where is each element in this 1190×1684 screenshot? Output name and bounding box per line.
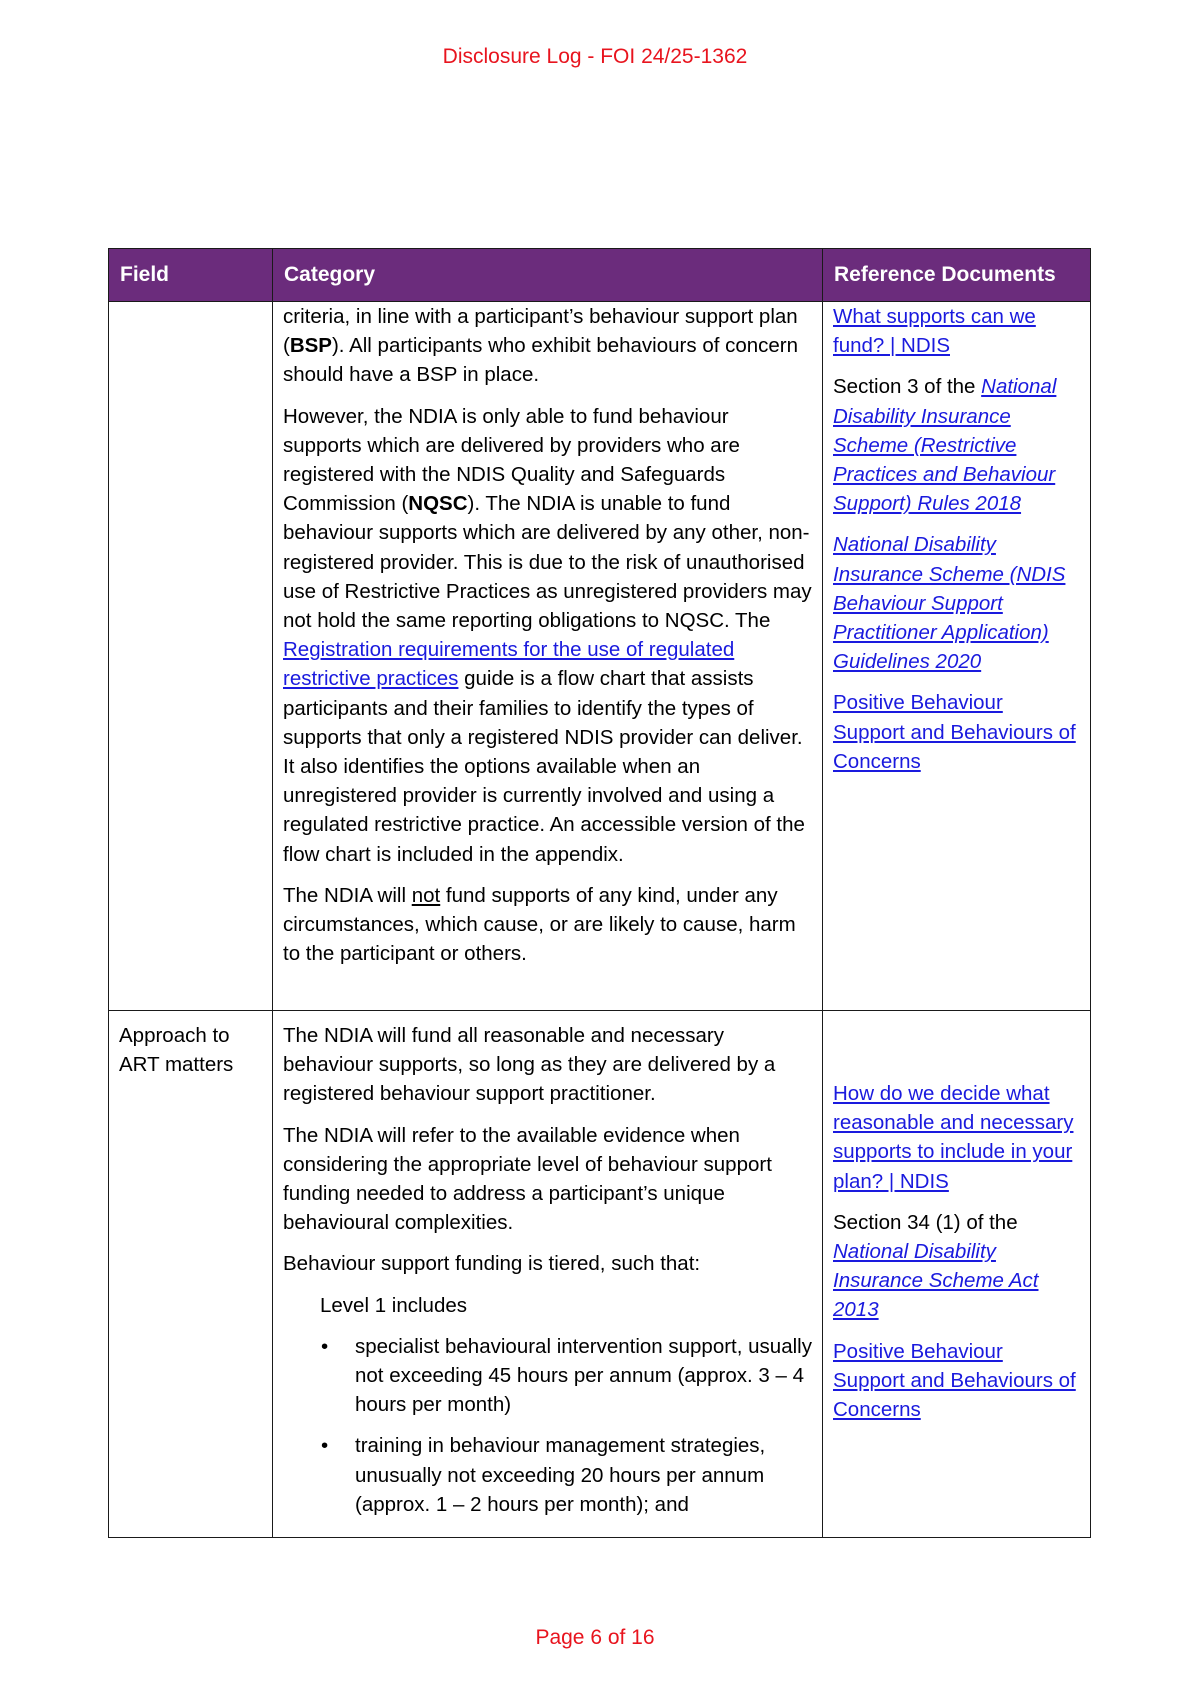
category-cell: [273, 302, 823, 1011]
behaviour-support-table: [108, 248, 1091, 1538]
restrictive-practices-rules-link[interactable]: National Disability Insurance Scheme (Restrictive Practices and Behaviour Support) Rules 2018: [833, 375, 1057, 516]
column-header-category: Category: [273, 249, 823, 302]
category-paragraph: The NDIA will fund all reasonable and necessary behaviour supports, so long as they are delivered by a registered behaviour support practitioner.: [283, 1024, 776, 1106]
table-row: [109, 302, 1091, 1011]
positive-behaviour-support-link[interactable]: Positive Behaviour Support and Behaviours of Concerns: [833, 1339, 1076, 1422]
registration-requirements-link[interactable]: Registration requirements for the use of regulated restrictive practices: [283, 638, 735, 691]
reference-cell: [823, 302, 1091, 1011]
column-header-reference: Reference Documents: [823, 249, 1091, 302]
category-paragraph: The NDIA will refer to the available evidence when considering the appropriate level of behaviour support funding needed to address a participant’s unique behavioural complexities.: [283, 1123, 772, 1235]
category-cell: [273, 1011, 823, 1538]
level-heading: Level 1 includes: [320, 1293, 468, 1317]
table-row: [109, 1011, 1091, 1538]
level-bullet-list: [283, 1332, 812, 1519]
field-cell: [109, 1011, 273, 1538]
page-number: Page 6 of 16: [535, 1626, 655, 1649]
list-item: • training in behaviour management strategies, unusually not exceeding 20 hours per annum (approx. 1 – 2 hours per month); and: [355, 1431, 812, 1519]
what-supports-link[interactable]: What supports can we fund? | NDIS: [833, 305, 1036, 358]
reference-paragraph: Section 34 (1) of the National Disability Insurance Scheme Act 2013: [833, 1210, 1039, 1322]
reference-paragraph: Section 3 of the National Disability Insurance Scheme (Restrictive Practices and Behaviour Support) Rules 2018: [833, 375, 1057, 516]
practitioner-guidelines-link[interactable]: National Disability Insurance Scheme (NDIS Behaviour Support Practitioner Application) Guidelines 2020: [833, 533, 1066, 674]
column-header-field: Field: [109, 249, 273, 302]
table-header-row: [109, 249, 1091, 302]
list-item: • specialist behavioural intervention support, usually not exceeding 45 hours per annum (approx. 3 – 4 hours per month): [355, 1332, 812, 1420]
ndis-act-link[interactable]: National Disability Insurance Scheme Act 2013: [833, 1240, 1039, 1322]
field-label: Approach to ART matters: [119, 1024, 234, 1077]
reasonable-necessary-link[interactable]: How do we decide what reasonable and necessary supports to include in your plan? | NDIS: [833, 1082, 1074, 1193]
field-cell: [109, 302, 273, 1011]
reference-cell: [823, 1011, 1091, 1538]
disclosure-log-header: Disclosure Log - FOI 24/25-1362: [442, 45, 748, 68]
category-paragraph: However, the NDIA is only able to fund behaviour supports which are delivered by providers who are registered with the NDIS Quality and Safeguards Commission (NQSC). The NDIA is unable to fund behaviour supports which are delivered by any other, non-registered provider. This is due to the risk of unauthorised use of Restrictive Practices as unregistered providers may not hold the same reporting obligations to NQSC. The Registration requirements for the use of regulated restrictive practices guide is a flow chart that assists participants and their families to identify the types of supports that only a registered NDIS provider can deliver. It also identifies the options available when an unregistered provider is currently involved and using a regulated restrictive practice. An accessible version of the flow chart is included in the appendix.: [283, 404, 812, 866]
category-paragraph: Behaviour support funding is tiered, such that:: [283, 1252, 701, 1276]
category-paragraph: The NDIA will not fund supports of any kind, under any circumstances, which cause, or are likely to cause, harm to the participant or others.: [283, 883, 796, 966]
category-paragraph: criteria, in line with a participant’s behaviour support plan (BSP). All participants who exhibit behaviours of concern should have a BSP in place.: [283, 305, 799, 387]
positive-behaviour-support-link[interactable]: Positive Behaviour Support and Behaviours of Concerns: [833, 691, 1076, 773]
